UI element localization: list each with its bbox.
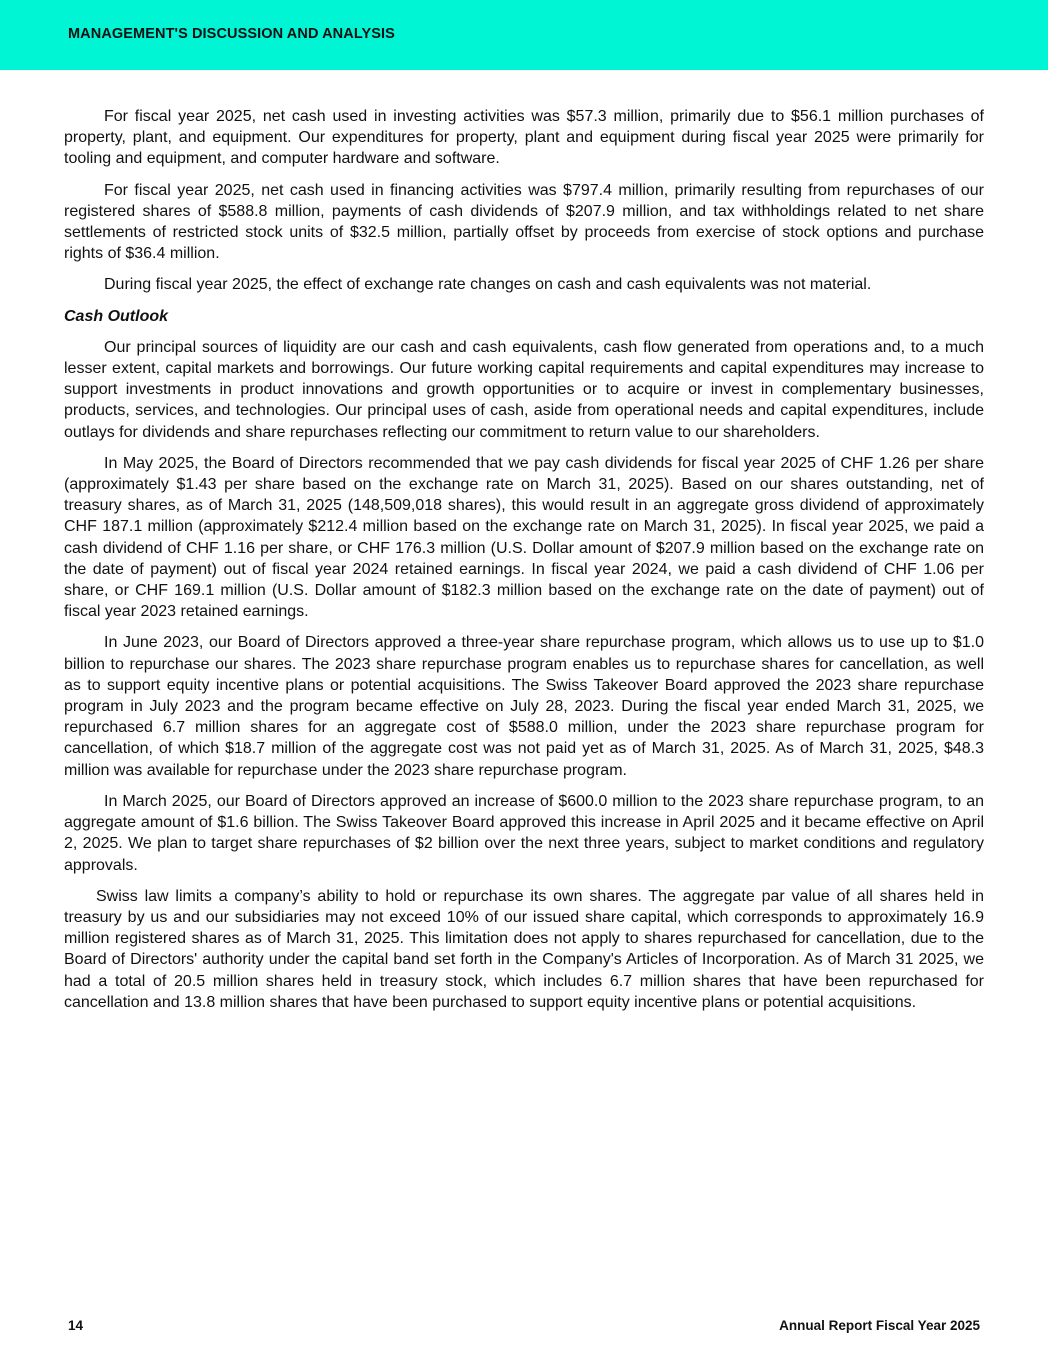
document-body bbox=[64, 106, 984, 1023]
paragraph-investing-activities: For fiscal year 2025, net cash used in investing activities was $57.3 million, primarily due to $56.1 million purchases of property, plant, and equipment. Our expenditures for property, plant and equipment during fiscal year 2025 were primarily for tooling and equipment, and computer hardware and software. bbox=[64, 108, 984, 168]
paragraph-liquidity: Our principal sources of liquidity are our cash and cash equivalents, cash flow generated from operations and, to a much lesser extent, capital markets and borrowings. Our future working capital requirements and capital expenditures may increase to support investments in product innovations and growth opportunities or to acquire or invest in complementary businesses, products, services, and technologies. Our principal uses of cash, aside from operational needs and capital expenditures, include outlays for dividends and share repurchases reflecting our commitment to return value to our shareholders. bbox=[64, 338, 984, 441]
section-title: MANAGEMENT'S DISCUSSION AND ANALYSIS bbox=[68, 26, 395, 42]
cash-outlook-heading: Cash Outlook bbox=[64, 307, 169, 325]
paragraph-financing-activities: For fiscal year 2025, net cash used in financing activities was $797.4 million, primarily resulting from repurchases of our registered shares of $588.8 million, payments of cash dividends of $207.9 million, and tax withholdings related to net share settlements of restricted stock units of $32.5 million, partially offset by proceeds from exercise of stock options and purchase rights of $36.4 million. bbox=[64, 181, 984, 263]
paragraph-dividends: In May 2025, the Board of Directors recommended that we pay cash dividends for fiscal year 2025 of CHF 1.26 per share (approximately $1.43 per share based on the exchange rate on March 31, 2025). Based on our shares outstanding, net of treasury shares, as of March 31, 2025 (148,509,018 shares), this would result in an aggregate gross dividend of approximately CHF 187.1 million (approximately $212.4 million based on the exchange rate on March 31, 2025). In fiscal year 2025, we paid a cash dividend of CHF 1.16 per share, or CHF 176.3 million (U.S. Dollar amount of $207.9 million based on the exchange rate on the date of payment) out of fiscal year 2024 retained earnings. In fiscal year 2024, we paid a cash dividend of CHF 1.06 per share, or CHF 169.1 million (U.S. Dollar amount of $182.3 million based on the exchange rate on the date of payment) out of fiscal year 2023 retained earnings. bbox=[64, 454, 984, 621]
header-band bbox=[0, 0, 1048, 70]
page-number: 14 bbox=[68, 1318, 84, 1333]
paragraph-repurchase-increase: In March 2025, our Board of Directors approved an increase of $600.0 million to the 2023 share repurchase program, to an aggregate amount of $1.6 billion. The Swiss Takeover Board approved this increase in April 2025 and it became effective on April 2, 2025. We plan to target share repurchases of $2 billion over the next three years, subject to market conditions and regulatory approvals. bbox=[64, 792, 984, 874]
paragraph-repurchase-program: In June 2023, our Board of Directors approved a three-year share repurchase program, which allows us to use up to $1.0 billion to repurchase our shares. The 2023 share repurchase program enables us to repurchase shares for cancellation, as well as to support equity incentive plans or potential acquisitions. The Swiss Takeover Board approved the 2023 share repurchase program in July 2023 and the program became effective on July 28, 2023. During the fiscal year ended March 31, 2025, we repurchased 6.7 million shares for an aggregate cost of $588.0 million, under the 2023 share repurchase program for cancellation, of which $18.7 million of the aggregate cost was not paid yet as of March 31, 2025. As of March 31, 2025, $48.3 million was available for repurchase under the 2023 share repurchase program. bbox=[64, 634, 984, 779]
report-title: Annual Report Fiscal Year 2025 bbox=[779, 1318, 980, 1333]
paragraph-swiss-law: Swiss law limits a company’s ability to hold or repurchase its own shares. The aggregate par value of all shares held in treasury by us and our subsidiaries may not exceed 10% of our issued share capital, which corresponds to approximately 16.9 million registered shares as of March 31, 2025. This limitation does not apply to shares repurchased for cancellation, due to the Board of Directors' authority under the capital band set forth in the Company's Articles of Incorporation. As of March 31 2025, we had a total of 20.5 million shares held in treasury stock, which includes 6.7 million shares that have been repurchased for cancellation and 13.8 million shares that have been purchased to support equity incentive plans or potential acquisitions. bbox=[64, 887, 984, 1011]
paragraph-exchange-rate: During fiscal year 2025, the effect of exchange rate changes on cash and cash equivalents was not material. bbox=[104, 276, 872, 294]
